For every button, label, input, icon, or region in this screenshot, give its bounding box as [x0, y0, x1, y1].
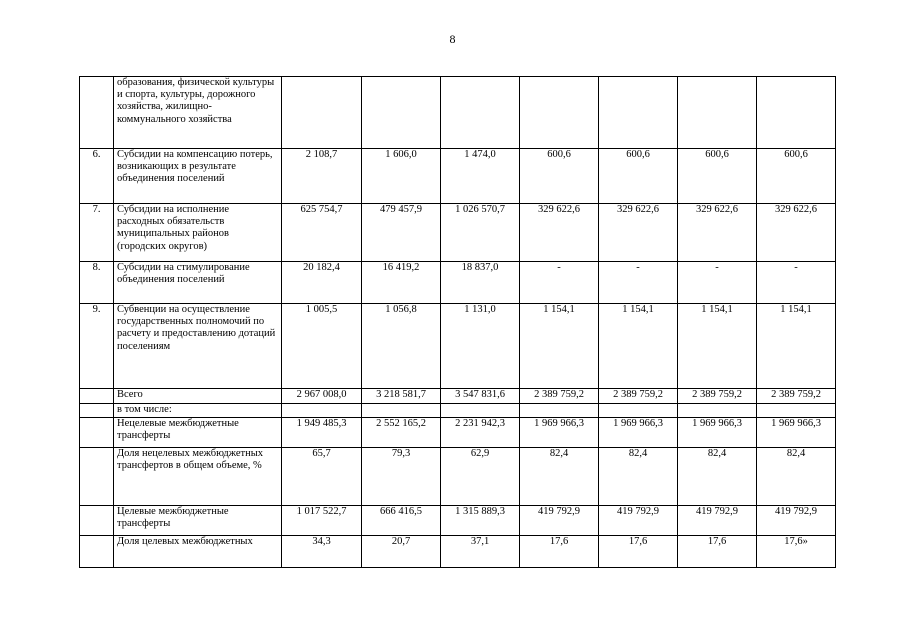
value-cell: 62,9 — [441, 448, 520, 506]
row-number-cell — [80, 389, 114, 404]
row-number-cell: 7. — [80, 204, 114, 262]
row-number-cell — [80, 404, 114, 418]
row-name-cell: Доля целевых межбюджетных — [114, 536, 282, 568]
value-cell: 1 606,0 — [362, 149, 441, 204]
value-cell — [441, 404, 520, 418]
value-cell: 419 792,9 — [599, 506, 678, 536]
row-number-cell: 6. — [80, 149, 114, 204]
value-cell: 329 622,6 — [520, 204, 599, 262]
value-cell: 37,1 — [441, 536, 520, 568]
table-row — [80, 262, 836, 304]
row-number-cell — [80, 448, 114, 506]
value-cell: 2 108,7 — [282, 149, 362, 204]
value-cell: 329 622,6 — [599, 204, 678, 262]
value-cell: 600,6 — [678, 149, 757, 204]
value-cell: - — [520, 262, 599, 304]
value-cell: 666 416,5 — [362, 506, 441, 536]
value-cell: 625 754,7 — [282, 204, 362, 262]
table-row — [80, 389, 836, 404]
row-name-cell: Субвенции на осуществление государственных полномочий по расчету и предоставлению дотаций поселениям — [114, 304, 282, 389]
table-row — [80, 448, 836, 506]
table-body — [80, 77, 836, 568]
value-cell: 17,6 — [678, 536, 757, 568]
value-cell — [599, 77, 678, 149]
value-cell: 34,3 — [282, 536, 362, 568]
row-number-cell: 8. — [80, 262, 114, 304]
row-number-cell: 9. — [80, 304, 114, 389]
row-number-cell — [80, 536, 114, 568]
row-name-cell: в том числе: — [114, 404, 282, 418]
value-cell: 1 969 966,3 — [599, 418, 678, 448]
row-name-cell: образования, физической культуры и спорта, культуры, дорожного хозяйства, жилищно-коммунального хозяйства — [114, 77, 282, 149]
row-number-cell — [80, 418, 114, 448]
value-cell: 1 017 522,7 — [282, 506, 362, 536]
value-cell: 17,6» — [757, 536, 836, 568]
value-cell: 3 547 831,6 — [441, 389, 520, 404]
row-name-cell: Субсидии на стимулирование объединения поселений — [114, 262, 282, 304]
value-cell — [757, 404, 836, 418]
value-cell: 600,6 — [520, 149, 599, 204]
value-cell: 17,6 — [599, 536, 678, 568]
value-cell — [441, 77, 520, 149]
value-cell: 1 969 966,3 — [757, 418, 836, 448]
budget-table — [79, 76, 836, 568]
value-cell: 17,6 — [520, 536, 599, 568]
value-cell: 1 154,1 — [678, 304, 757, 389]
value-cell: 82,4 — [599, 448, 678, 506]
value-cell: 1 154,1 — [757, 304, 836, 389]
table-row — [80, 149, 836, 204]
row-number-cell — [80, 506, 114, 536]
value-cell: 2 389 759,2 — [678, 389, 757, 404]
value-cell: 82,4 — [757, 448, 836, 506]
row-name-cell: Нецелевые межбюджетные трансферты — [114, 418, 282, 448]
value-cell: 1 005,5 — [282, 304, 362, 389]
value-cell: 20 182,4 — [282, 262, 362, 304]
row-name-cell: Субсидии на исполнение расходных обязательств муниципальных районов (городских округов) — [114, 204, 282, 262]
table-row — [80, 506, 836, 536]
value-cell: 1 969 966,3 — [520, 418, 599, 448]
value-cell: 419 792,9 — [520, 506, 599, 536]
value-cell: 3 218 581,7 — [362, 389, 441, 404]
row-number-cell — [80, 77, 114, 149]
value-cell: 18 837,0 — [441, 262, 520, 304]
value-cell: 419 792,9 — [757, 506, 836, 536]
table-row — [80, 304, 836, 389]
table-row — [80, 418, 836, 448]
value-cell: 419 792,9 — [678, 506, 757, 536]
value-cell: 479 457,9 — [362, 204, 441, 262]
value-cell — [282, 77, 362, 149]
value-cell: - — [757, 262, 836, 304]
row-name-cell: Доля нецелевых межбюджетных трансфертов в общем объеме, % — [114, 448, 282, 506]
value-cell — [362, 404, 441, 418]
value-cell: 1 474,0 — [441, 149, 520, 204]
value-cell: 600,6 — [599, 149, 678, 204]
table-row — [80, 404, 836, 418]
value-cell: 2 231 942,3 — [441, 418, 520, 448]
value-cell: 1 056,8 — [362, 304, 441, 389]
value-cell: 65,7 — [282, 448, 362, 506]
value-cell: 2 967 008,0 — [282, 389, 362, 404]
table-row — [80, 77, 836, 149]
value-cell: 600,6 — [757, 149, 836, 204]
value-cell: 329 622,6 — [757, 204, 836, 262]
value-cell: 1 026 570,7 — [441, 204, 520, 262]
value-cell — [362, 77, 441, 149]
value-cell: 1 131,0 — [441, 304, 520, 389]
row-name-cell: Всего — [114, 389, 282, 404]
value-cell: 2 552 165,2 — [362, 418, 441, 448]
value-cell: 2 389 759,2 — [757, 389, 836, 404]
value-cell: 2 389 759,2 — [599, 389, 678, 404]
value-cell: 1 949 485,3 — [282, 418, 362, 448]
value-cell — [757, 77, 836, 149]
value-cell: 1 315 889,3 — [441, 506, 520, 536]
value-cell — [678, 77, 757, 149]
value-cell: 82,4 — [520, 448, 599, 506]
value-cell: 16 419,2 — [362, 262, 441, 304]
value-cell: 79,3 — [362, 448, 441, 506]
value-cell: 329 622,6 — [678, 204, 757, 262]
value-cell — [282, 404, 362, 418]
value-cell: - — [599, 262, 678, 304]
value-cell — [678, 404, 757, 418]
value-cell: 1 154,1 — [599, 304, 678, 389]
value-cell: 1 154,1 — [520, 304, 599, 389]
value-cell: 20,7 — [362, 536, 441, 568]
value-cell — [599, 404, 678, 418]
value-cell: - — [678, 262, 757, 304]
value-cell — [520, 404, 599, 418]
row-name-cell: Субсидии на компенсацию потерь, возникающих в результате объединения поселений — [114, 149, 282, 204]
table-row — [80, 536, 836, 568]
value-cell: 1 969 966,3 — [678, 418, 757, 448]
table-row — [80, 204, 836, 262]
value-cell: 82,4 — [678, 448, 757, 506]
page-number: 8 — [449, 32, 456, 46]
value-cell: 2 389 759,2 — [520, 389, 599, 404]
value-cell — [520, 77, 599, 149]
row-name-cell: Целевые межбюджетные трансферты — [114, 506, 282, 536]
